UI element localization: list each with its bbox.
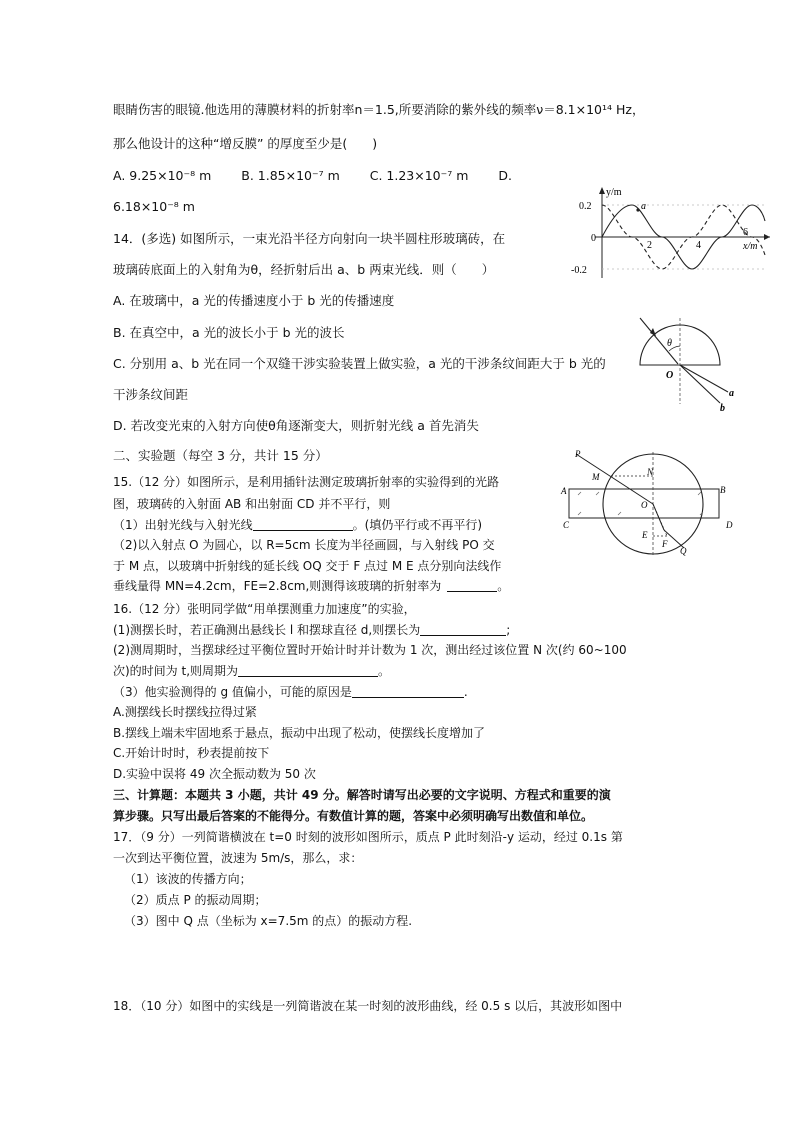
q15-line4: （2)以入射点 O 为圆心，以 R=5cm 长度为半径画圆，与入射线 PO 交 [113, 538, 495, 552]
q14-line2: 玻璃砖底面上的入射角为θ，经折射后出 a、b 两束光线．则（ ） [113, 262, 495, 277]
wave-y-zero: 0 [591, 233, 596, 244]
q17-item3: （3）图中 Q 点（坐标为 x=7.5m 的点）的振动方程. [124, 914, 413, 928]
q15-line3-hint: 。(填仍平行或不再平行) [352, 518, 483, 532]
q14-line1: 14．(多选) 如图所示，一束光沿半径方向射向一块半圆柱形玻璃砖，在 [113, 231, 506, 246]
q16-line5-text: （3）他实验测得的 g 值偏小，可能的原因是 [113, 685, 352, 699]
ref-label-F: F [662, 539, 668, 549]
wave-figure [565, 183, 775, 283]
q16-line3: (2)测周期时，当摆球经过平衡位置时开始计时并计数为 1 次，测出经过该位置 N 次(约 60~100 [113, 643, 627, 657]
ref-label-O: O [641, 500, 648, 510]
q16-option-b: B.摆线上端未牢固地系于悬点，振动中出现了松动，使摆线长度增加了 [113, 726, 486, 740]
q13-option-c: C. 1.23×10⁻⁷ m [369, 168, 469, 183]
ref-label-C: C [563, 520, 570, 530]
q13-option-a: A. 9.25×10⁻⁸ m [113, 168, 212, 183]
q13-options [113, 168, 512, 184]
wave-y-bottom: -0.2 [571, 265, 587, 276]
q15-answer-blank-2[interactable] [447, 579, 497, 592]
q15-line1: 15.（12 分）如图所示，是利用插针法测定玻璃折射率的实验得到的光路 [113, 475, 500, 489]
q17-item1: （1）该波的传播方向； [124, 872, 252, 886]
ref-label-D: D [726, 520, 733, 530]
q16-line5-end: . [463, 685, 468, 699]
q16-line4-end: 。 [378, 664, 391, 678]
q17-line2: 一次到达平衡位置，波速为 5m/s，那么，求： [113, 851, 363, 865]
ref-label-A: A [561, 486, 567, 496]
q13-option-d-value: 6.18×10⁻⁸ m [113, 199, 195, 214]
q14-option-d: D. 若改变光束的入射方向使θ角逐渐变大，则折射光线 a 首先消失 [113, 418, 479, 433]
ref-label-E: E [642, 530, 648, 540]
refraction-figure [558, 446, 742, 558]
wave-x-tick-2: 2 [647, 240, 652, 251]
q14-option-b: B. 在真空中，a 光的波长小于 b 光的波长 [113, 325, 345, 340]
q13-option-d: D. [498, 168, 513, 183]
q16-answer-blank-3[interactable] [352, 685, 464, 698]
q16-option-c: C.开始计时时，秒表提前按下 [113, 746, 270, 760]
wave-y-axis-label: y/m [606, 187, 622, 198]
wave-point-a: a [641, 201, 646, 212]
q15-line3-text: （1）出射光线与入射光线 [113, 518, 253, 532]
q15-line6 [113, 578, 509, 594]
q15-line5: 于 M 点，以玻璃中折射线的延长线 OQ 交于 F 点过 M E 点分别向法线作 [113, 559, 502, 573]
q16-answer-blank-2[interactable] [238, 664, 378, 677]
q13-line1: 眼睛伤害的眼镜.他选用的薄膜材料的折射率n＝1.5,所要消除的紫外线的频率ν＝8.1×10¹⁴ Hz， [113, 102, 645, 117]
q13-option-b: B. 1.85×10⁻⁷ m [241, 168, 340, 183]
wave-x-axis-label: x/m [743, 241, 758, 252]
wave-x-tick-4: 4 [696, 240, 701, 251]
q15-line6-end: 。 [497, 579, 510, 593]
q17-line1: 17．（9 分）一列简谐横波在 t=0 时刻的波形如图所示，质点 P 此时刻沿-y 运动，经过 0.1s 第 [113, 830, 623, 844]
q14-option-a: A. 在玻璃中，a 光的传播速度小于 b 光的传播速度 [113, 293, 395, 308]
q16-line2-end: ; [506, 623, 511, 637]
q16-option-d: D.实验中误将 49 次全振动数为 50 次 [113, 767, 316, 781]
q16-line2-text: (1)测摆长时，若正确测出悬线长 l 和摆球直径 d,则摆长为 [113, 623, 421, 637]
wave-y-top: 0.2 [579, 201, 592, 212]
q16-line5 [113, 684, 468, 700]
semicircle-theta: θ [667, 338, 672, 349]
q15-line6-text: 垂线量得 MN=4.2cm，FE=2.8cm,则测得该玻璃的折射率为 [113, 579, 442, 593]
q16-line1: 16.（12 分）张明同学做“用单摆测重力加速度”的实验， [113, 602, 416, 616]
ref-label-N: N [647, 467, 654, 477]
q14-option-c: C. 分别用 a、b 光在同一个双缝干涉实验装置上做实验，a 光的干涉条纹间距大于 b 光的 [113, 356, 606, 371]
q16-line4-text: 次)的时间为 t,则周期为 [113, 664, 239, 678]
section3-line2: 算步骤。只写出最后答案的不能得分。有数值计算的题，答案中必须明确写出数值和单位。 [113, 809, 594, 823]
semicircle-ray-b: b [720, 403, 725, 412]
q15-line2: 图，玻璃砖的入射面 AB 和出射面 CD 并不平行，则 [113, 497, 391, 511]
q17-item2: （2）质点 P 的振动周期； [124, 893, 267, 907]
q16-line4 [113, 663, 390, 679]
ref-label-M: M [592, 472, 600, 482]
q13-line2: 那么他设计的这种“增反膜” 的厚度至少是( ) [113, 136, 378, 151]
ref-label-Q: Q [680, 546, 687, 556]
semicircle-ray-a: a [729, 388, 734, 399]
q16-line2 [113, 622, 510, 638]
q15-answer-blank-1[interactable] [253, 518, 353, 531]
q16-answer-blank-1[interactable] [420, 623, 506, 636]
q18-line1: 18．（10 分）如图中的实线是一列简谐波在某一时刻的波形曲线，经 0.5 s 以后，其波形如图中 [113, 999, 623, 1013]
ref-label-P: P [575, 449, 581, 459]
section2-title: 二、实验题（每空 3 分，共计 15 分） [113, 448, 328, 463]
wave-x-tick-6: 6 [743, 227, 748, 238]
semicircle-glass-figure [620, 312, 740, 412]
q15-line3 [113, 517, 482, 533]
q16-option-a: A.测摆线长时摆线拉得过紧 [113, 705, 257, 719]
section3-line1: 三、计算题：本题共 3 小题，共计 49 分。解答时请写出必要的文字说明、方程式和重要的演 [113, 788, 611, 802]
q14-option-c-cont: 干涉条纹间距 [113, 387, 189, 402]
ref-label-B: B [720, 485, 726, 495]
semicircle-origin: O [666, 370, 674, 381]
